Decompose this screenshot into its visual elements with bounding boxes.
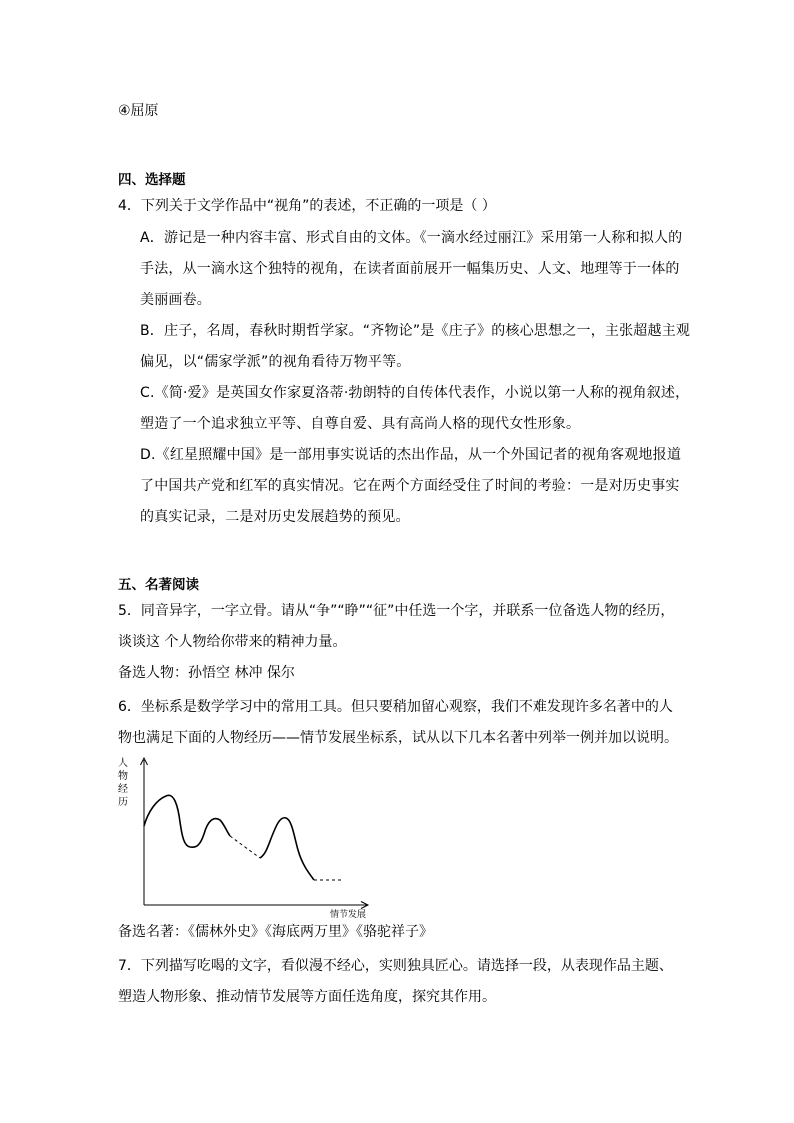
question-line: 5．同音异字，一字立骨。请从“争”“睁”“征”中任选一个字，并联系一位备选人物的经历， bbox=[118, 603, 675, 619]
candidate-books: 备选名著：《儒林外史》《海底两万里》《骆驼祥子》 bbox=[118, 924, 433, 940]
option-line: 的真实记录，二是对历史发展趋势的预见。 bbox=[140, 509, 410, 525]
option-line: 塑造了一个追求独立平等、自尊自爱、具有高尚人格的现代女性形象。 bbox=[140, 416, 581, 432]
option-line: A．游记是一种内容丰富、形式自由的文体。《一滴水经过丽江》采用第一人称和拟人的 bbox=[140, 230, 683, 246]
option-line: 了中国共产党和红军的真实情况。它在两个方面经受住了时间的考验：一是对历史事实 bbox=[140, 478, 680, 494]
question-line: 塑造人物形象、推动情节发展等方面任选角度，探究其作用。 bbox=[118, 989, 496, 1005]
option-line: 偏见，以“儒家学派”的视角看待万物平等。 bbox=[140, 354, 411, 370]
question-line: 7．下列描写吃喝的文字，看似漫不经心，实则独具匠心。请选择一段，从表现作品主题、 bbox=[118, 958, 673, 974]
section-heading-choice: 四、选择题 bbox=[118, 172, 186, 188]
option-line: D.《红星照耀中国》是一部用事实说话的杰出作品，从一个外国记者的视角客观地报道 bbox=[140, 447, 682, 463]
plot-development-chart bbox=[116, 750, 386, 920]
section-heading-classics: 五、名著阅读 bbox=[118, 577, 199, 593]
curve-segment-1 bbox=[144, 795, 230, 847]
option-4-quyuan: ④屈原 bbox=[118, 103, 159, 119]
y-axis-label-char: 物 bbox=[118, 771, 128, 782]
option-line: 美丽画卷。 bbox=[140, 292, 211, 308]
y-axis-label-char: 人 bbox=[118, 758, 128, 769]
candidate-characters: 备选人物：孙悟空 林冲 保尔 bbox=[118, 665, 295, 681]
question-line: 物也满足下面的人物经历——情节发展坐标系，试从以下几本名著中列举一例并加以说明。 bbox=[118, 730, 678, 746]
curve-segment-2 bbox=[260, 818, 314, 880]
option-line: 手法，从一滴水这个独特的视角，在读者面前展开一幅集历史、人文、地理等于一体的 bbox=[140, 261, 680, 277]
x-axis-label: 情节发展 bbox=[330, 910, 367, 920]
question-4-stem: 4．下列关于文学作品中“视角”的表述，不正确的一项是（ ） bbox=[118, 198, 496, 214]
curve-dashed-segment-1 bbox=[230, 836, 260, 858]
y-axis-label-char: 历 bbox=[118, 797, 128, 808]
y-axis-label-char: 经 bbox=[118, 784, 128, 795]
option-line: B．庄子，名周，春秋时期哲学家。“齐物论”是《庄子》的核心思想之一，主张超越主观 bbox=[140, 323, 691, 339]
question-line: 谈谈这 个人物给你带来的精神力量。 bbox=[118, 634, 347, 650]
question-line: 6．坐标系是数学学习中的常用工具。但只要稍加留心观察，我们不难发现许多名著中的人 bbox=[118, 699, 673, 715]
option-line: C.《简·爱》是英国女作家夏洛蒂·勃朗特的自传体代表作，小说以第一人称的视角叙述， bbox=[140, 385, 690, 401]
